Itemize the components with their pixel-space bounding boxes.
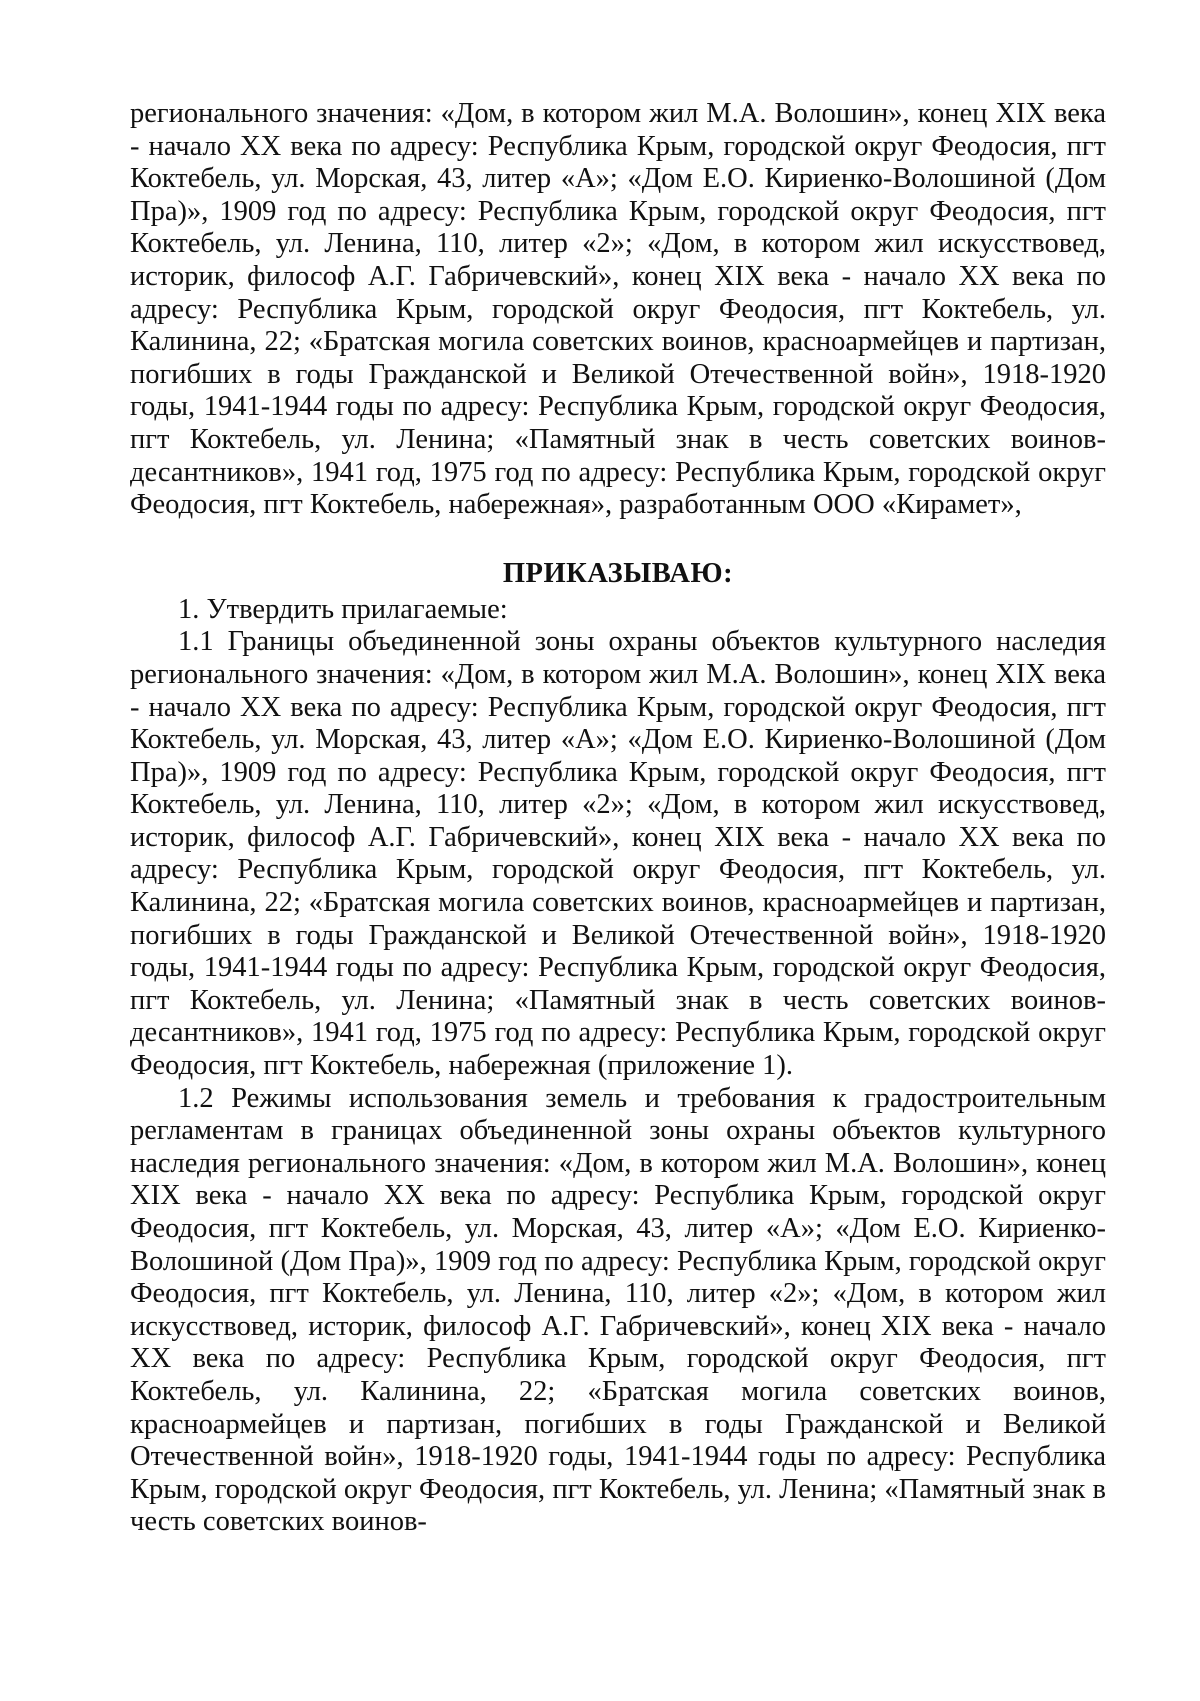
order-item-1-2: 1.2 Режимы использования земель и требования к градостроительным регламентам в границах объединенной зоны охраны объектов культурного наследия регионального значения: «Дом, в котором жил М.А. Волошин», конец XIX века - начало XX века по адресу: Республика Крым, городской округ Феодосия, пгт Коктебель, ул. Морская, 43, литер «А»; «Дом Е.О. Кириенко-Волошиной (Дом Пра)», 1909 год по адресу: Республика Крым, городской округ Феодосия, пгт Коктебель, ул. Ленина, 110, литер «2»; «Дом, в котором жил искусствовед, историк, философ А.Г. Габричевский», конец XIX века - начало XX века по адресу: Республика Крым, городской округ Феодосия, пгт Коктебель, ул. Калинина, 22; «Братская могила советских воинов, красноармейцев и партизан, погибших в годы Гражданской и Великой Отечественной войн», 1918-1920 годы, 1941-1944 годы по адресу: Республика Крым, городской округ Феодосия, пгт Коктебель, ул. Ленина; «Памятный знак в честь советских воинов-	[130, 1082, 1106, 1538]
intro-paragraph: регионального значения: «Дом, в котором жил М.А. Волошин», конец XIX века - начало XX века по адресу: Республика Крым, городской округ Феодосия, пгт Коктебель, ул. Морская, 43, литер «А»; «Дом Е.О. Кириенко-Волошиной (Дом Пра)», 1909 год по адресу: Республика Крым, городской округ Феодосия, пгт Коктебель, ул. Ленина, 110, литер «2»; «Дом, в котором жил искусствовед, историк, философ А.Г. Габричевский», конец XIX века - начало XX века по адресу: Республика Крым, городской округ Феодосия, пгт Коктебель, ул. Калинина, 22; «Братская могила советских воинов, красноармейцев и партизан, погибших в годы Гражданской и Великой Отечественной войн», 1918-1920 годы, 1941-1944 годы по адресу: Республика Крым, городской округ Феодосия, пгт Коктебель, ул. Ленина; «Памятный знак в честь советских воинов-десантников», 1941 год, 1975 год по адресу: Республика Крым, городской округ Феодосия, пгт Коктебель, набережная», разработанным ООО «Кирамет»,	[130, 98, 1106, 521]
order-item-1: 1. Утвердить прилагаемые:	[178, 593, 508, 625]
order-item-1-1: 1.1 Границы объединенной зоны охраны объектов культурного наследия регионального значения: «Дом, в котором жил М.А. Волошин», конец XIX века - начало XX века по адресу: Республика Крым, городской округ Феодосия, пгт Коктебель, ул. Морская, 43, литер «А»; «Дом Е.О. Кириенко-Волошиной (Дом Пра)», 1909 год по адресу: Республика Крым, городской округ Феодосия, пгт Коктебель, ул. Ленина, 110, литер «2»; «Дом, в котором жил искусствовед, историк, философ А.Г. Габричевский», конец XIX века - начало XX века по адресу: Республика Крым, городской округ Феодосия, пгт Коктебель, ул. Калинина, 22; «Братская могила советских воинов, красноармейцев и партизан, погибших в годы Гражданской и Великой Отечественной войн», 1918-1920 годы, 1941-1944 годы по адресу: Республика Крым, городской округ Феодосия, пгт Коктебель, ул. Ленина; «Памятный знак в честь советских воинов-десантников», 1941 год, 1975 год по адресу: Республика Крым, городской округ Феодосия, пгт Коктебель, набережная (приложение 1).	[130, 626, 1106, 1082]
order-heading: ПРИКАЗЫВАЮ:	[502, 557, 734, 589]
document-body	[130, 98, 1106, 1539]
